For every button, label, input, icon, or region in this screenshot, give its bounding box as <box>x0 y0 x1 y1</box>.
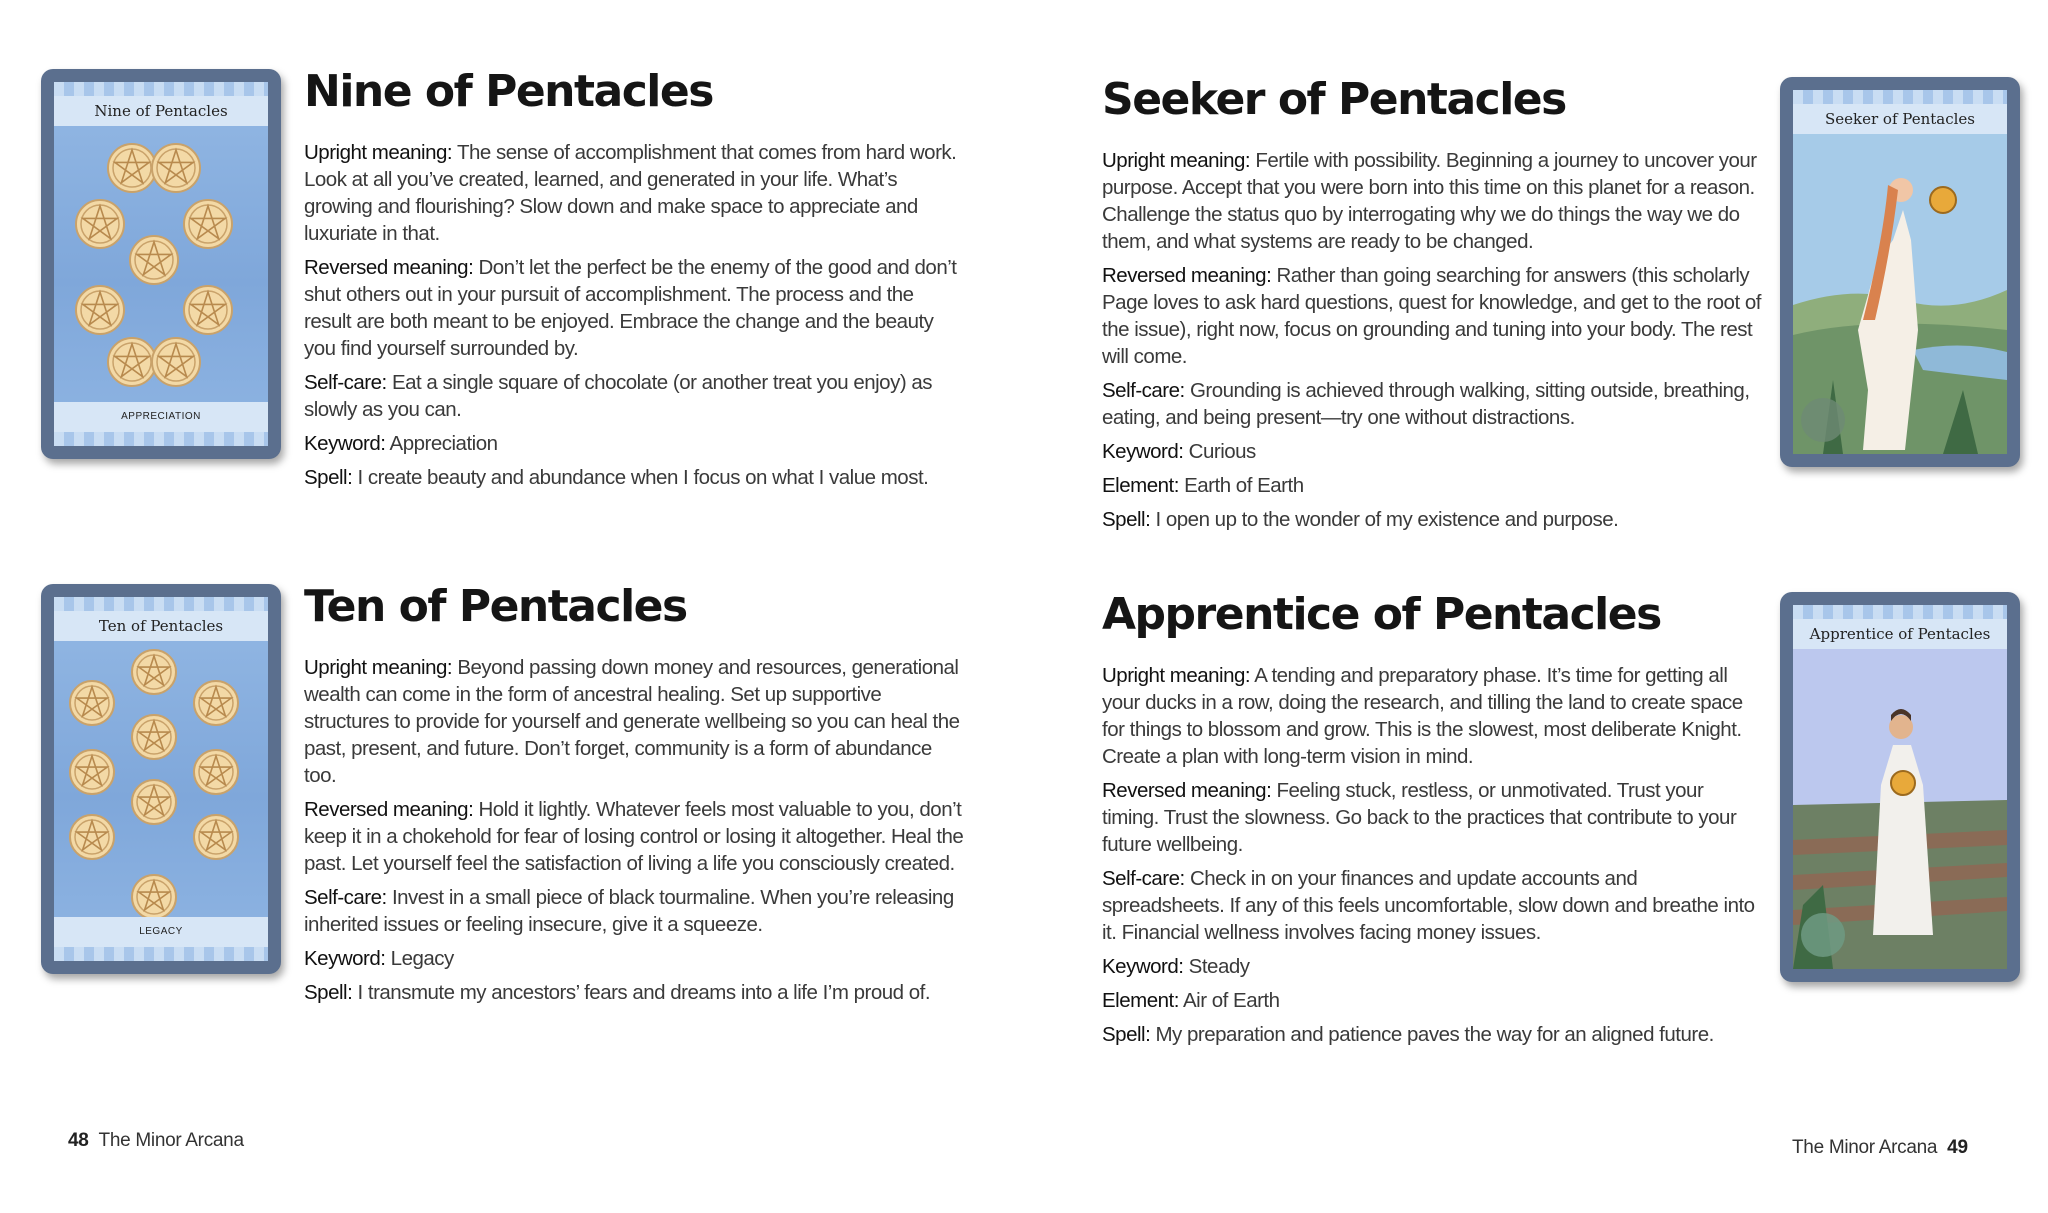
pentacle-icon <box>132 780 176 824</box>
pentacle-icon <box>132 875 176 919</box>
pentacle-icon <box>76 200 124 248</box>
keyword: Keyword: Legacy <box>304 947 454 970</box>
spell: Spell: My preparation and patience paves the way for an aligned future. <box>1102 1023 1714 1046</box>
pentacle-icon <box>132 715 176 759</box>
card-title: Apprentice of Pentacles <box>1793 619 2007 649</box>
self-care: Self-care: Check in on your finances and update accounts and spreadsheets. If any of this feels uncomfortable, slow down and breathe into it. Financial wellness involves facing money issues. <box>1102 867 1755 944</box>
pentacle-icon <box>184 200 232 248</box>
pentacles-illustration <box>54 82 268 446</box>
pentacle-icon <box>70 815 114 859</box>
pentacle-icon <box>194 681 238 725</box>
card-title: Nine of Pentacles <box>54 96 268 126</box>
entry-nine-of-pentacles <box>304 65 964 498</box>
pentacle-icon <box>132 650 176 694</box>
page-footer-left <box>68 1130 244 1152</box>
pentacle-icon <box>184 286 232 334</box>
keyword: Keyword: Curious <box>1102 440 1256 463</box>
upright-meaning: Upright meaning: Beyond passing down money and resources, generational wealth can come in the form of ancestral healing. Set up supportive structures to provide for yourself and generate wellbeing so you can heal the past, present, and future. Don’t forget, community is a form of abundance too. <box>304 656 960 787</box>
reversed-meaning: Reversed meaning: Feeling stuck, restless, or unmotivated. Trust your timing. Trust the slowness. Go back to the practices that contribute to your future wellbeing. <box>1102 779 1737 856</box>
reversed-meaning: Reversed meaning: Rather than going searching for answers (this scholarly Page loves to ask hard questions, quest for knowledge, and get to the root of the issue), right now, focus on grounding and tuning into your body. The rest will come. <box>1102 264 1761 368</box>
keyword: Keyword: Steady <box>1102 955 1250 978</box>
card-ten-of-pentacles <box>41 584 281 974</box>
upright-meaning: Upright meaning: A tending and preparatory phase. It’s time for getting all your ducks in a row, doing the research, and tilling the land to create space for things to blossom and grow. This is the slowest, most deliberate Knight. Create a plan with long-term vision in mind. <box>1102 664 1743 768</box>
entry-title: Ten of Pentacles <box>304 581 687 632</box>
entry-ten-of-pentacles <box>304 580 964 1013</box>
entry-title: Seeker of Pentacles <box>1102 74 1566 125</box>
section-name: The Minor Arcana <box>1792 1137 1938 1158</box>
pentacle-icon <box>108 144 156 192</box>
card-title: Ten of Pentacles <box>54 611 268 641</box>
card-apprentice-of-pentacles <box>1780 592 2020 982</box>
reversed-meaning: Reversed meaning: Don’t let the perfect be the enemy of the good and don’t shut others out in your pursuit of accomplishment. The process and the result are both meant to be enjoyed. Embrace the change and the beauty you find yourself surrounded by. <box>304 256 957 360</box>
self-care: Self-care: Eat a single square of chocolate (or another treat you enjoy) as slowly as you can. <box>304 371 932 421</box>
card-seeker-of-pentacles <box>1780 77 2020 467</box>
pentacle-icon <box>194 750 238 794</box>
pentacle-icon <box>70 750 114 794</box>
entry-title: Nine of Pentacles <box>304 66 713 117</box>
self-care: Self-care: Grounding is achieved through walking, sitting outside, breathing, eating, and being present—try one without distractions. <box>1102 379 1750 429</box>
pentacle-icon <box>194 815 238 859</box>
page-footer-right <box>1792 1137 1968 1159</box>
seeker-illustration <box>1793 90 2007 454</box>
card-title: Seeker of Pentacles <box>1793 104 2007 134</box>
entry-apprentice-of-pentacles <box>1102 588 1762 1055</box>
card-keyword: LEGACY <box>54 917 268 947</box>
pentacle-icon <box>108 338 156 386</box>
pentacles-illustration <box>54 597 268 961</box>
card-keyword: APPRECIATION <box>54 402 268 432</box>
section-name: The Minor Arcana <box>98 1130 244 1151</box>
spell: Spell: I transmute my ancestors’ fears and dreams into a life I’m proud of. <box>304 981 931 1004</box>
spell: Spell: I open up to the wonder of my existence and purpose. <box>1102 508 1619 531</box>
reversed-meaning: Reversed meaning: Hold it lightly. Whatever feels most valuable to you, don’t keep it in a chokehold for fear of losing control or losing it altogether. Heal the past. Let yourself feel the satisfaction of living a life you consciously created. <box>304 798 964 875</box>
pentacle-icon <box>130 236 178 284</box>
page-number: 49 <box>1947 1137 1968 1158</box>
pentacle-icon <box>152 144 200 192</box>
pentacle-icon <box>70 681 114 725</box>
keyword: Keyword: Appreciation <box>304 432 498 455</box>
pentacle-icon <box>76 286 124 334</box>
element: Element: Earth of Earth <box>1102 474 1304 497</box>
element: Element: Air of Earth <box>1102 989 1280 1012</box>
self-care: Self-care: Invest in a small piece of black tourmaline. When you’re releasing inherited issues or feeling insecure, give it a squeeze. <box>304 886 954 936</box>
card-nine-of-pentacles <box>41 69 281 459</box>
upright-meaning: Upright meaning: Fertile with possibility. Beginning a journey to uncover your purpose. Accept that you were born into this time on this planet for a reason. Challenge the status quo by interrogating why we do things the way we do them, and what systems are ready to be changed. <box>1102 149 1757 253</box>
page-number: 48 <box>68 1130 89 1151</box>
upright-meaning: Upright meaning: The sense of accomplishment that comes from hard work. Look at all you’ve created, learned, and generated in your life. What’s growing and flourishing? Slow down and make space to appreciate and luxuriate in that. <box>304 141 957 245</box>
pentacle-icon <box>152 338 200 386</box>
entry-title: Apprentice of Pentacles <box>1102 589 1661 640</box>
apprentice-illustration <box>1793 605 2007 969</box>
spell: Spell: I create beauty and abundance when I focus on what I value most. <box>304 466 929 489</box>
entry-seeker-of-pentacles <box>1102 73 1762 540</box>
